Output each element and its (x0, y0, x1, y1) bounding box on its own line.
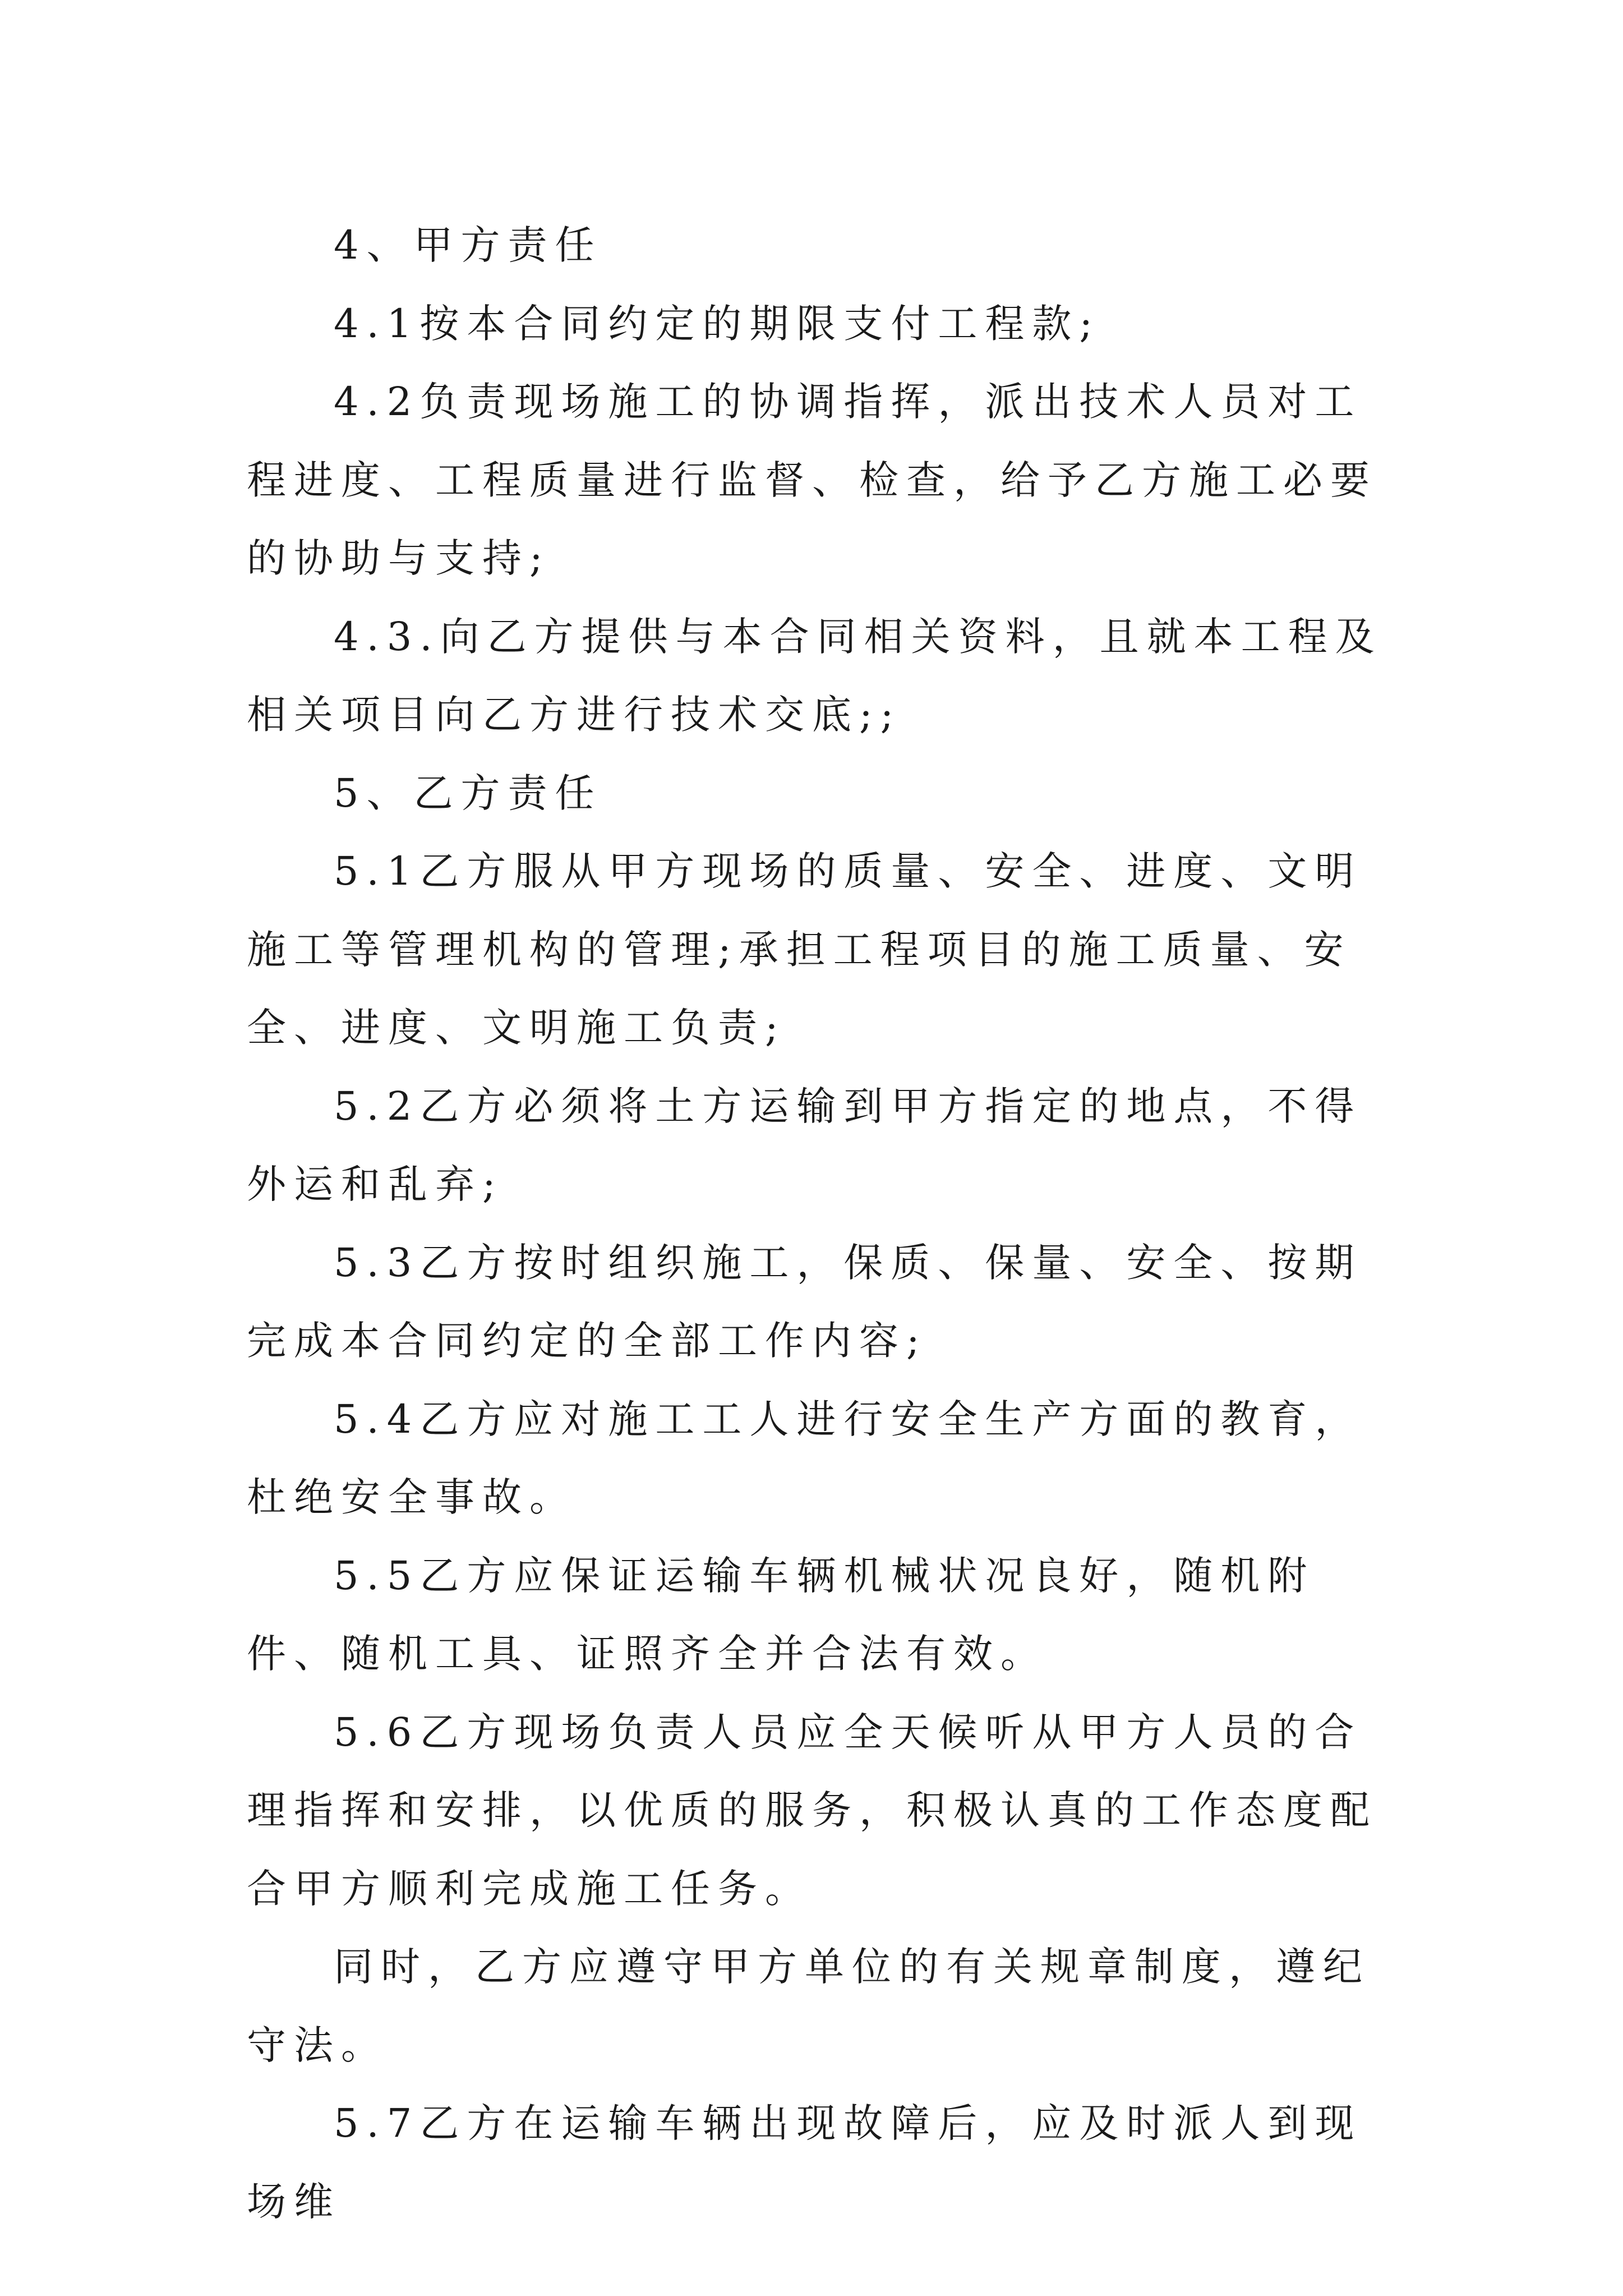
clause-4-1: 4.1按本合同约定的期限支付工程款; (334, 300, 1100, 347)
document-body (247, 206, 1402, 2241)
clause-5-2: 5.2乙方必须将土方运输到甲方指定的地点，不得外运和乱弃; (247, 1083, 1362, 1207)
clause-4-3: 4.3.向乙方提供与本合同相关资料，且就本工程及相关项目向乙方进行技术交底;; (247, 613, 1382, 738)
clause-5-3: 5.3乙方按时组织施工，保质、保量、安全、按期完成本合同约定的全部工作内容; (247, 1239, 1362, 1364)
section-heading-party-a: 4、甲方责任 (334, 222, 602, 268)
clause-4-2: 4.2负责现场施工的协调指挥，派出技术人员对工程进度、工程质量进行监督、检查，给予乙方施工必要的协助与支持; (247, 379, 1377, 581)
clause-5-7: 5.7乙方在运输车辆出现故障后，应及时派人到现场维 (247, 2100, 1362, 2225)
clause-5-1: 5.1乙方服从甲方现场的质量、安全、进度、文明施工等管理机构的管理;承担工程项目的施工质量、安全、进度、文明施工负责; (247, 848, 1362, 1051)
clause-5-4: 5.4乙方应对施工工人进行安全生产方面的教育，杜绝安全事故。 (247, 1396, 1362, 1520)
clause-5-6-continuation: 同时，乙方应遵守甲方单位的有关规章制度，遵纪守法。 (247, 1944, 1370, 2068)
clause-5-5: 5.5乙方应保证运输车辆机械状况良好，随机附件、随机工具、证照齐全并合法有效。 (247, 1552, 1315, 1677)
section-heading-party-b: 5、乙方责任 (334, 770, 602, 816)
clause-5-6: 5.6乙方现场负责人员应全天候听从甲方人员的合理指挥和安排，以优质的服务，积极认真的工作态度配合甲方顺利完成施工任务。 (247, 1709, 1377, 1912)
